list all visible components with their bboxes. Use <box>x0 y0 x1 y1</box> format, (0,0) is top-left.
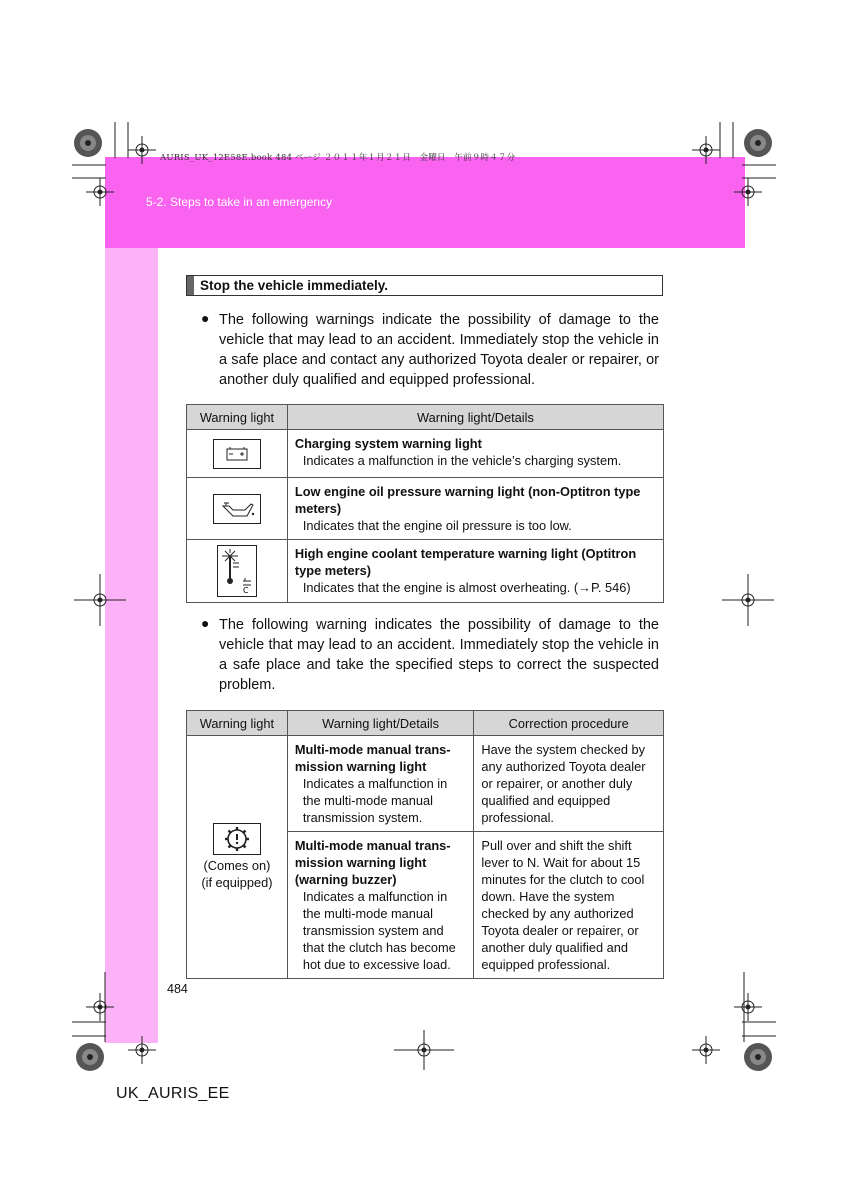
page-number: 484 <box>167 982 188 996</box>
heading-text: Stop the vehicle immediately. <box>200 278 389 293</box>
column-header: Warning light/Details <box>287 405 663 430</box>
table-header-row <box>187 711 664 736</box>
table-row <box>187 540 664 603</box>
details-cell <box>287 478 663 540</box>
table-row <box>187 430 664 478</box>
warning-table-2 <box>186 710 664 979</box>
column-header: Warning light/Details <box>287 711 474 736</box>
warning-description: Indicates a malfunction in the multi-mode manual transmission system and that the clutch has become hot due to excessive load. <box>302 889 456 972</box>
table-row <box>187 736 664 832</box>
gear-warning-icon <box>213 823 261 855</box>
oil-can-icon <box>213 494 261 524</box>
warning-title: Low engine oil pressure warning light (non-Optitron type meters) <box>294 484 641 516</box>
coolant-temperature-icon <box>217 545 257 597</box>
details-cell <box>287 736 474 832</box>
warning-table-1 <box>186 404 664 603</box>
table-row <box>187 478 664 540</box>
icon-cell <box>187 540 288 603</box>
warning-description: Indicates that the engine oil pressure is too low. <box>302 518 572 533</box>
bullet-icon: ● <box>201 310 210 326</box>
svg-text:C: C <box>242 586 249 595</box>
battery-icon <box>213 439 261 469</box>
warning-description: Indicates that the engine is almost overheating. (→P. 546) <box>302 580 631 595</box>
intro-paragraph-1: The following warnings indicate the possibility of damage to the vehicle that may lead to an accident. Immediately stop the vehicle in a safe place and contact any authorized Toyota dealer or repairer, or another duly qualified and equipped professional. <box>219 312 659 388</box>
warning-title: Charging system warning light <box>294 436 482 451</box>
warning-description: Indicates a malfunction in the multi-mode manual transmission system. <box>302 776 448 825</box>
details-cell <box>287 430 663 478</box>
section-heading <box>186 275 663 296</box>
icon-cell <box>187 736 288 979</box>
column-header: Warning light <box>187 405 288 430</box>
print-info-line: AURIS_UK_12E58E.book 484 ページ ２０１１年１月２１日 金曜日 午前９時４７分 <box>160 153 516 163</box>
procedure-cell: Have the system checked by any authorized Toyota dealer or repairer, or another duly qualified and equipped professional. <box>474 736 664 832</box>
column-header: Warning light <box>187 711 288 736</box>
column-header: Correction procedure <box>474 711 664 736</box>
warning-title: Multi-mode manual trans-mission warning light (warning buzzer) <box>294 838 451 887</box>
intro-paragraph-2: The following warning indicates the possibility of damage to the vehicle that may lead to an accident. Immediately stop the vehicle in a safe place and take the specified steps to correct the suspected problem. <box>219 617 659 693</box>
icon-cell <box>187 478 288 540</box>
details-cell <box>287 832 474 979</box>
warning-title: High engine coolant temperature warning light (Optitron type meters) <box>294 546 637 578</box>
bullet-icon: ● <box>201 615 210 631</box>
icon-caption-comes-on: (Comes on) <box>203 858 271 873</box>
table-header-row <box>187 405 664 430</box>
footer-code: UK_AURIS_EE <box>116 1085 230 1102</box>
icon-cell <box>187 430 288 478</box>
procedure-cell: Pull over and shift the shift lever to N. Wait for about 15 minutes for the clutch to cool down. Have the system checked by any authorized Toyota dealer or repairer, or another duly qualified and equipped professional. <box>474 832 664 979</box>
details-cell <box>287 540 663 603</box>
section-breadcrumb: 5-2. Steps to take in an emergency <box>146 195 333 209</box>
heading-bar <box>187 276 194 295</box>
icon-caption-if-equipped: (if equipped) <box>201 875 273 890</box>
warning-description: Indicates a malfunction in the vehicle’s charging system. <box>302 453 622 468</box>
warning-title: Multi-mode manual trans-mission warning light <box>294 742 451 774</box>
